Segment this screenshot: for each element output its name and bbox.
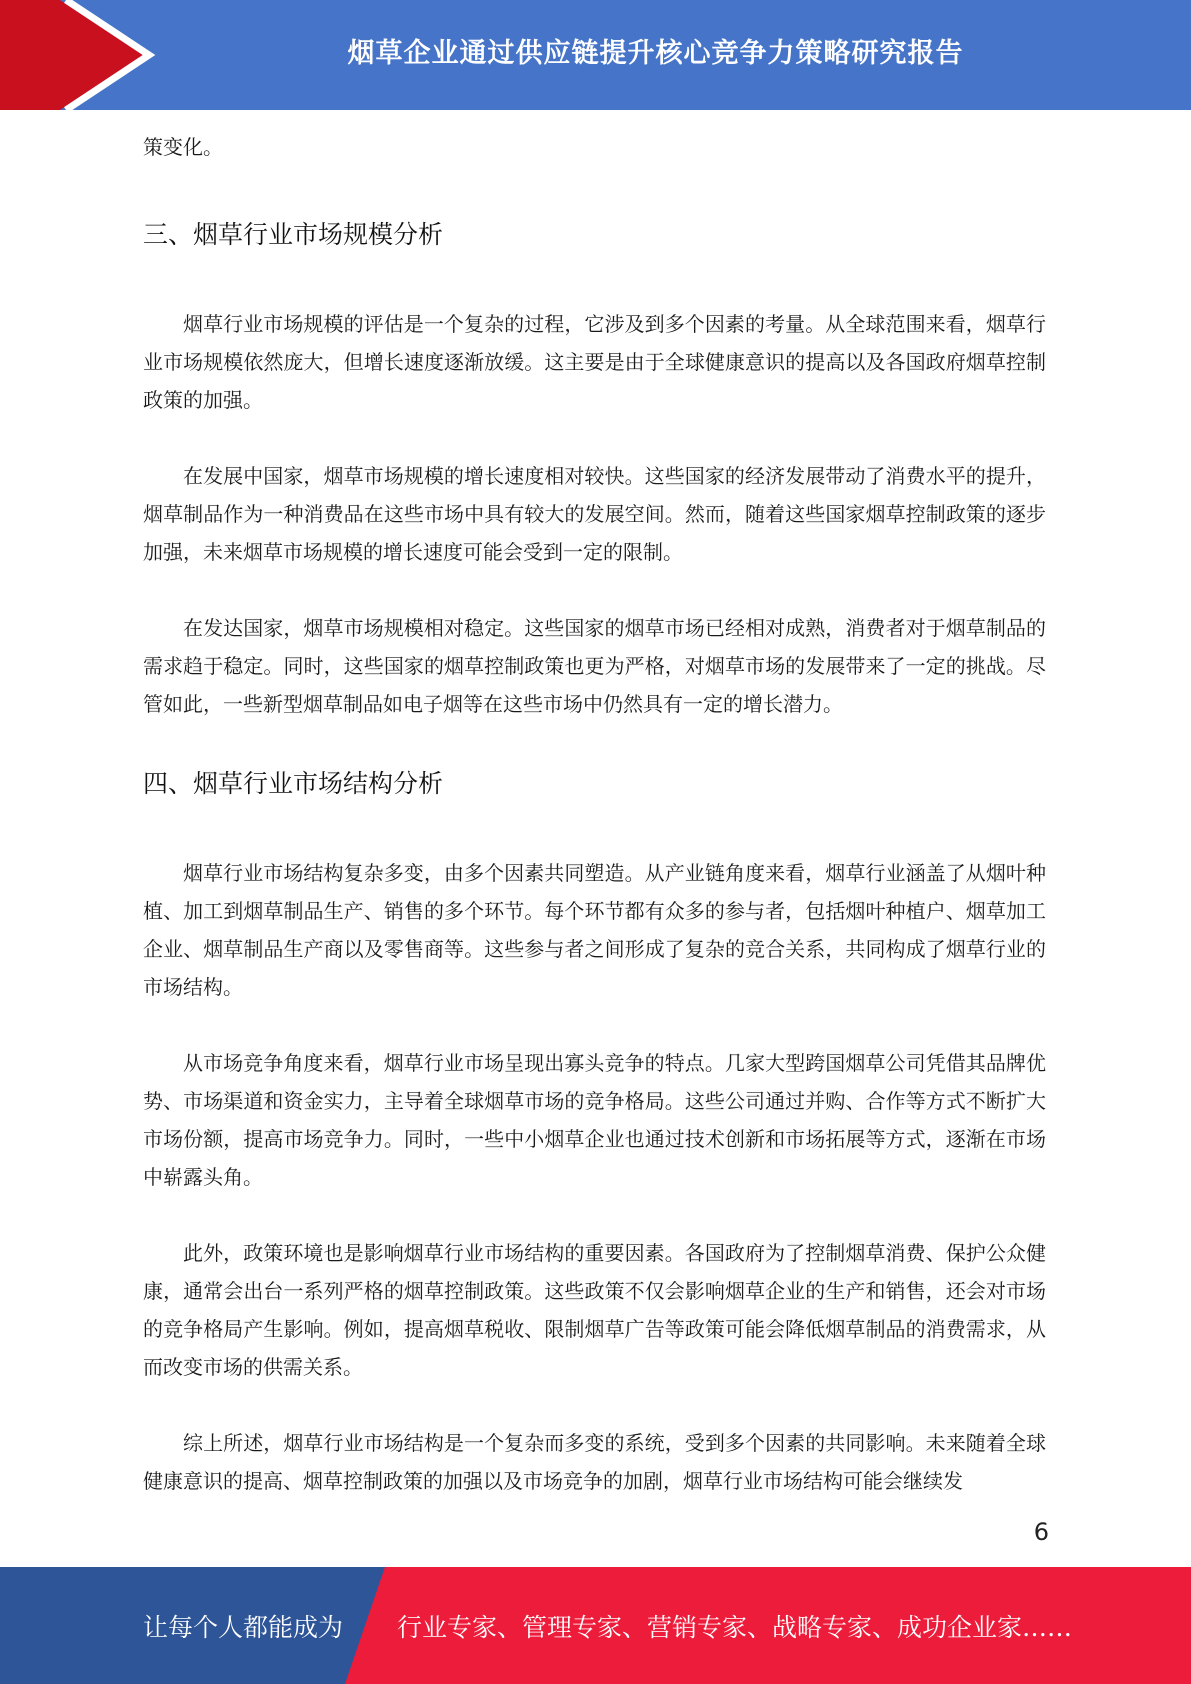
section-4-paragraph: 从市场竞争角度来看，烟草行业市场呈现出寡头竞争的特点。几家大型跨国烟草公司凭借其品牌优势、市场渠道和资金实力，主导着全球烟草市场的竞争格局。这些公司通过并购、合作等方式不断扩大市场份额，提高市场竞争力。同时，一些中小烟草企业也通过技术创新和市场拓展等方式，逐渐在市场中崭露头角。: [143, 1051, 1046, 1189]
section-3-paragraph: 烟草行业市场规模的评估是一个复杂的过程，它涉及到多个因素的考量。从全球范围来看，烟草行业市场规模依然庞大，但增长速度逐渐放缓。这主要是由于全球健康意识的提高以及各国政府烟草控制政策的加强。: [143, 312, 1046, 412]
section-4-paragraph: 此外，政策环境也是影响烟草行业市场结构的重要因素。各国政府为了控制烟草消费、保护公众健康，通常会出台一系列严格的烟草控制政策。这些政策不仅会影响烟草企业的生产和销售，还会对市场的竞争格局产生影响。例如，提高烟草税收、限制烟草广告等政策可能会降低烟草制品的消费需求，从而改变市场的供需关系。: [143, 1241, 1046, 1379]
section-3-heading: 三、烟草行业市场规模分析: [143, 220, 444, 249]
section-3-paragraph: 在发展中国家，烟草市场规模的增长速度相对较快。这些国家的经济发展带动了消费水平的提升，烟草制品作为一种消费品在这些市场中具有较大的发展空间。然而，随着这些国家烟草控制政策的逐步加强，未来烟草市场规模的增长速度可能会受到一定的限制。: [143, 464, 1046, 564]
footer-banner: [0, 1567, 1191, 1684]
section-4-heading: 四、烟草行业市场结构分析: [143, 769, 444, 798]
main-content: [143, 128, 1046, 1500]
document-title: 烟草企业通过供应链提升核心竞争力策略研究报告: [347, 37, 964, 69]
footer-slogan-right: 行业专家、管理专家、营销专家、战略专家、成功企业家……: [397, 1612, 1073, 1642]
footer-slogan-left: 让每个人都能成为: [143, 1612, 344, 1642]
section-3-paragraph: 在发达国家，烟草市场规模相对稳定。这些国家的烟草市场已经相对成熟，消费者对于烟草制品的需求趋于稳定。同时，这些国家的烟草控制政策也更为严格，对烟草市场的发展带来了一定的挑战。尽管如此，一些新型烟草制品如电子烟等在这些市场中仍然具有一定的增长潜力。: [143, 616, 1046, 716]
intro-tail-text: 策变化。: [143, 135, 223, 159]
section-4-paragraph: 烟草行业市场结构复杂多变，由多个因素共同塑造。从产业链角度来看，烟草行业涵盖了从烟叶种植、加工到烟草制品生产、销售的多个环节。每个环节都有众多的参与者，包括烟叶种植户、烟草加工企业、烟草制品生产商以及零售商等。这些参与者之间形成了复杂的竞合关系，共同构成了烟草行业的市场结构。: [143, 861, 1046, 999]
section-4-paragraph: 综上所述，烟草行业市场结构是一个复杂而多变的系统，受到多个因素的共同影响。未来随着全球健康意识的提高、烟草控制政策的加强以及市场竞争的加剧，烟草行业市场结构可能会继续发: [143, 1431, 1046, 1493]
header-red-chevron: [0, 0, 143, 110]
page-number: 6: [1033, 1518, 1049, 1546]
header-bar: [0, 0, 1191, 110]
